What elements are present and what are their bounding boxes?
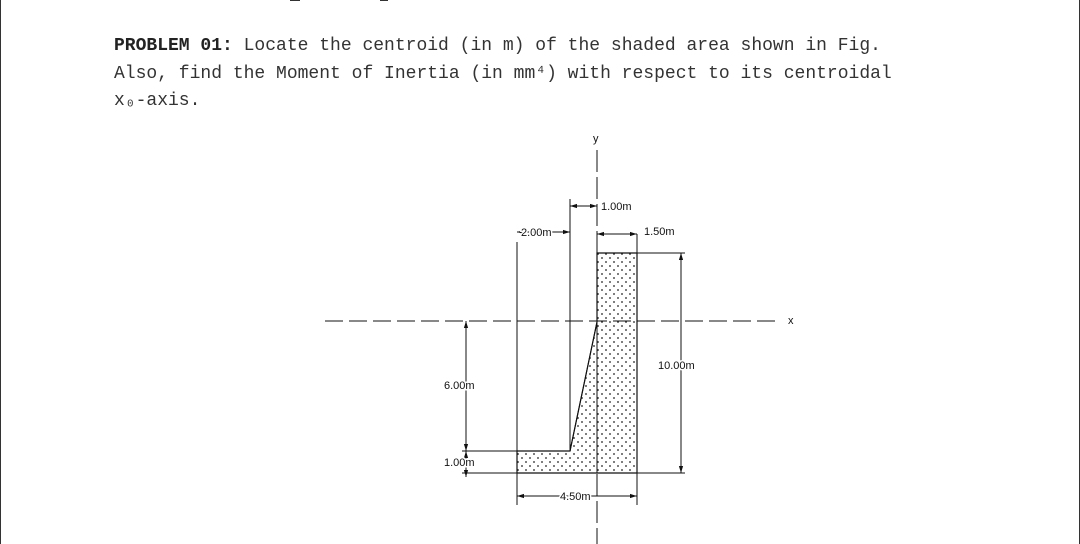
problem-line-2: Also, find the Moment of Inertia (in mm⁴) with respect to its centroidal [114, 63, 892, 84]
dim-label-2-00m: 2.00m [521, 227, 552, 239]
dim-label-1-00m-top: 1.00m [601, 201, 632, 213]
dim-label-1-00m-left: 1.00m [444, 457, 475, 469]
y-axis-label: y [593, 133, 599, 145]
problem-line-3: x₀-axis. [114, 91, 201, 111]
shaded-area [517, 253, 637, 473]
dim-label-1-50m: 1.50m [644, 226, 675, 238]
dim-label-10-00m: 10.00m [658, 360, 695, 372]
dim-label-4-50m: 4.50m [560, 491, 591, 503]
dim-label-6-00m: 6.00m [444, 380, 475, 392]
problem-label: PROBLEM 01: [114, 36, 233, 56]
x-axis-label: x [788, 315, 794, 327]
problem-line-1-text: Locate the centroid (in m) of the shaded area shown in Fig. [232, 36, 881, 56]
